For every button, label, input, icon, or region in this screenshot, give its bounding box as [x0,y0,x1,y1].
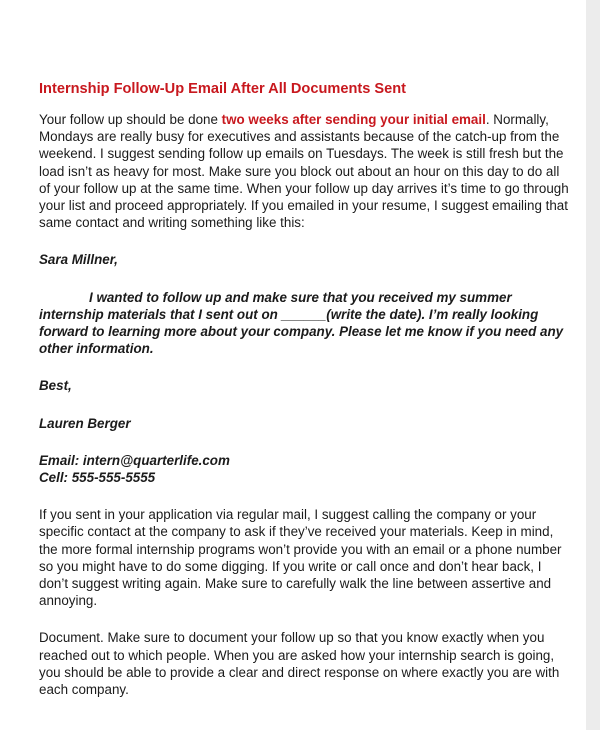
letter-email: Email: intern@quarterlife.com [39,452,230,468]
document-paragraph: Document. Make sure to document your follow up so that you know exactly when you reached out to which people. When you are asked how your internship search is going, you should be able to provide a clear and direct response on where exactly you are with each company. [39,630,560,698]
letter-signature: Lauren Berger [39,415,131,431]
document-content [39,80,569,718]
letter-salutation: Sara Millner, [39,252,118,268]
intro-paragraph [39,111,569,231]
intro-highlight: two weeks after sending your initial email [221,112,486,127]
intro-text-after: . Normally, Mondays are really busy for executives and assistants because of the catch-up from the weekend. I suggest sending follow up emails on Tuesdays. The week is still fresh but the load isn’t as heavy for most. Make sure you block out about an hour on this day to do all of your follow up at the same time. When your follow up day arrives it’s time to go through your list and proceed appropriately. If you emailed in your resume, I suggest emailing that same contact and writing something like this: [39,112,569,231]
letter-cell: Cell: 555-555-5555 [39,470,156,486]
mail-paragraph: If you sent in your application via regular mail, I suggest calling the company or your specific contact at the company to ask if they’ve received your materials. Keep in mind, the more formal internship programs won’t provide you with an email or a phone number so you might have to do some digging. If you write or call once and don’t hear back, I don’t suggest writing again. Make sure to carefully walk the line between assertive and annoying. [39,507,562,609]
scrollbar-track[interactable] [586,0,600,730]
document-title: Internship Follow-Up Email After All Documents Sent [39,81,407,97]
intro-text-before: Your follow up should be done [39,112,222,127]
letter-body-text: I wanted to follow up and make sure that you received my summer internship materials that I sent out on ______(write the date). I’m really looking forward to learning more about your company. Please let me know if you need any other information. [39,289,564,357]
letter-closing: Best, [39,378,72,394]
letter-body [39,289,569,358]
